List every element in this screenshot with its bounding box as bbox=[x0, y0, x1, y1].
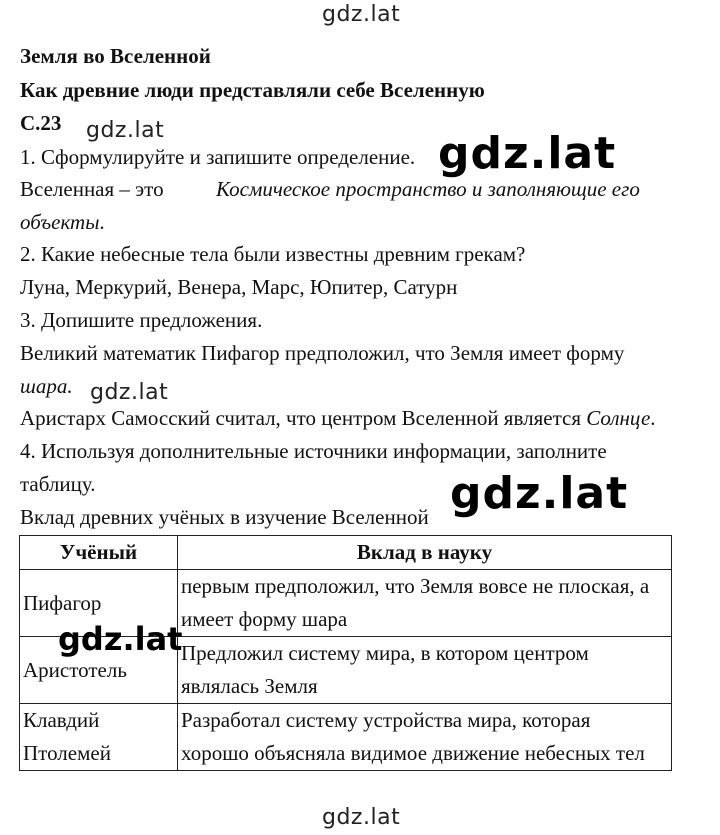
watermark-medium: gdz.lat bbox=[58, 620, 183, 658]
contribution-line: Разработал систему устройства мира, которая bbox=[181, 708, 591, 732]
watermark-bottom: gdz.lat bbox=[322, 805, 401, 830]
contribution-line: первым предположил, что Земля вовсе не плоская, а bbox=[181, 574, 650, 598]
question-3: 3. Допишите предложения. bbox=[20, 308, 263, 332]
table-row bbox=[20, 704, 672, 771]
lesson-title: Как древние люди представляли себе Вселенную bbox=[20, 78, 485, 102]
question-1-answer: Космическое пространство и заполняющие его bbox=[216, 177, 640, 201]
question-3-answer-1: шара. bbox=[20, 374, 73, 398]
question-3-answer-2: Солнце bbox=[586, 406, 651, 430]
question-4-line2: таблицу. bbox=[20, 472, 96, 496]
scientist-name-line: Клавдий bbox=[23, 708, 100, 732]
sentence-2-text: Аристарх Самосский считал, что центром Вселенной является bbox=[20, 406, 581, 430]
contribution-cell bbox=[178, 637, 672, 704]
contribution-line: имеет форму шара bbox=[181, 607, 348, 631]
watermark-large: gdz.lat bbox=[450, 468, 629, 519]
scientist-cell: Аристотель bbox=[20, 637, 178, 704]
question-3-sentence-2: Аристарх Самосский считал, что центром Вселенной является Солнце. bbox=[20, 406, 656, 430]
contribution-line: Предложил систему мира, в котором центром bbox=[181, 641, 589, 665]
table-header-row bbox=[20, 536, 672, 570]
question-1-answer-line2: объекты. bbox=[20, 210, 105, 234]
scientist-cell: Пифагор bbox=[20, 570, 178, 637]
question-3-sentence-1: Великий математик Пифагор предположил, что Земля имеет форму bbox=[20, 341, 625, 365]
question-4: 4. Используя дополнительные источники информации, заполните bbox=[20, 439, 607, 463]
watermark-small: gdz.lat bbox=[90, 380, 169, 405]
column-header-contribution: Вклад в науку bbox=[178, 536, 672, 570]
watermark-top: gdz.lat bbox=[322, 2, 401, 27]
watermark-small: gdz.lat bbox=[86, 118, 165, 143]
contribution-line: являлась Земля bbox=[181, 674, 318, 698]
table-caption: Вклад древних учёных в изучение Вселенной bbox=[20, 505, 429, 529]
scientist-cell bbox=[20, 704, 178, 771]
question-2-answer: Луна, Меркурий, Венера, Марс, Юпитер, Сатурн bbox=[20, 275, 458, 299]
question-1-label: Вселенная – это bbox=[20, 177, 164, 201]
watermark-large: gdz.lat bbox=[438, 128, 617, 179]
scientist-name-line: Птолемей bbox=[23, 741, 111, 765]
section-title: Земля во Вселенной bbox=[20, 44, 211, 68]
contribution-line: хорошо объясняла видимое движение небесных тел bbox=[181, 741, 645, 765]
column-header-scientist: Учёный bbox=[20, 536, 178, 570]
page-reference: С.23 bbox=[20, 111, 62, 135]
answer-continuation: объекты bbox=[20, 210, 100, 234]
contribution-cell bbox=[178, 704, 672, 771]
question-1: 1. Сформулируйте и запишите определение. bbox=[20, 145, 416, 169]
contribution-cell bbox=[178, 570, 672, 637]
question-2: 2. Какие небесные тела были известны древним грекам? bbox=[20, 242, 526, 266]
